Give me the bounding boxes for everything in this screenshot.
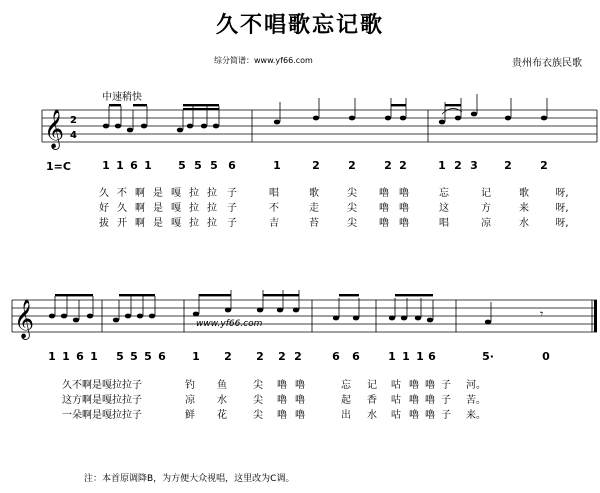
- lyric-syllable: 子: [227, 203, 237, 214]
- note-head: [137, 314, 143, 319]
- note-head: [225, 308, 231, 313]
- lyric-syllable: 咕: [391, 395, 401, 406]
- note-head: [274, 120, 280, 125]
- lyric-syllable: 嘎: [171, 203, 181, 214]
- jianpu-note: 1: [102, 159, 110, 172]
- eighth-rest-icon: 𝄾: [540, 307, 544, 321]
- note-head: [113, 318, 119, 323]
- note-head: [415, 316, 421, 321]
- note-head: [115, 124, 121, 129]
- note-head: [389, 316, 395, 321]
- note-head: [141, 124, 147, 129]
- note-head: [400, 116, 406, 121]
- note-head: [177, 128, 183, 133]
- key-signature: 1=C: [46, 160, 71, 173]
- note-beam: [391, 104, 406, 106]
- note-head: [385, 116, 391, 121]
- lyric-syllable: 河。: [466, 380, 486, 391]
- lyric-syllable: 苦。: [466, 395, 486, 406]
- lyric-syllable: 嚕: [277, 380, 287, 391]
- note-beam: [183, 108, 219, 110]
- note-beam: [183, 104, 219, 106]
- jianpu-note: 2: [294, 350, 302, 363]
- jianpu-note: 6: [158, 350, 166, 363]
- jianpu-note: 2: [454, 159, 462, 172]
- jianpu-note: 2: [399, 159, 407, 172]
- note-beam: [199, 294, 231, 296]
- lyric-syllable: 嚕: [295, 410, 305, 421]
- lyric-syllable: 啊: [135, 203, 145, 214]
- lyric-syllable: 是: [153, 218, 163, 229]
- lyric-syllable: 嚕: [409, 410, 419, 421]
- lyric-syllable: 来: [519, 203, 529, 214]
- jianpu-note: 0: [542, 350, 550, 363]
- lyric-syllable: 不: [117, 188, 127, 199]
- jianpu-note: 6: [428, 350, 436, 363]
- lyric-syllable: 嚕: [379, 203, 389, 214]
- lyric-syllable: 鲜: [185, 410, 195, 421]
- staff-system-1: [42, 94, 597, 150]
- lyric-syllable: 呀,: [555, 188, 569, 199]
- lyric-syllable: 香: [367, 395, 377, 406]
- jianpu-note: 5: [194, 159, 202, 172]
- jianpu-note: 1: [402, 350, 410, 363]
- lyric-syllable: 咕: [391, 410, 401, 421]
- note-head: [349, 116, 355, 121]
- lyric-syllable: 尖: [253, 410, 263, 421]
- lyric-syllable: 花: [217, 410, 227, 421]
- note-beam: [109, 104, 121, 106]
- lyric-syllable: 嚕: [399, 188, 409, 199]
- lyric-syllable: 苔: [309, 218, 319, 229]
- lyric-syllable: 子: [227, 218, 237, 229]
- lyric-syllable: 子: [441, 380, 451, 391]
- note-beam: [133, 104, 147, 106]
- jianpu-note: 6: [332, 350, 340, 363]
- final-barline-thick: [594, 300, 597, 332]
- lyric-syllable: 嚕: [379, 188, 389, 199]
- jianpu-note: 1: [62, 350, 70, 363]
- lyric-syllable: 是: [153, 203, 163, 214]
- jianpu-note: 5: [178, 159, 186, 172]
- jianpu-note: 5: [116, 350, 124, 363]
- jianpu-note: 6: [130, 159, 138, 172]
- jianpu-note: 6: [228, 159, 236, 172]
- lyric-syllable: 拉: [189, 188, 199, 199]
- staff-watermark: www.yf66.com: [196, 319, 263, 329]
- jianpu-note: 5: [210, 159, 218, 172]
- lyric-syllable: 嚕: [409, 380, 419, 391]
- lyric-syllable: 来。: [466, 410, 486, 421]
- lyric-syllable: 拉: [189, 203, 199, 214]
- jianpu-note: 2: [504, 159, 512, 172]
- lyric-syllable: 拉: [207, 218, 217, 229]
- footnote: 注：本首原调降B，为方便大众视唱，这里改为C调。: [84, 474, 295, 484]
- lyric-syllable: 尖: [253, 395, 263, 406]
- jianpu-note: 2: [384, 159, 392, 172]
- jianpu-note: 2: [312, 159, 320, 172]
- note-head: [127, 128, 133, 133]
- lyric-syllable: 呀,: [555, 203, 569, 214]
- lyric-syllable: 拉: [189, 218, 199, 229]
- lyric-syllable: 起: [341, 395, 351, 406]
- jianpu-note: 3: [470, 159, 478, 172]
- jianpu-note: 2: [540, 159, 548, 172]
- jianpu-note: 1: [192, 350, 200, 363]
- lyric-syllable: 尖: [347, 203, 357, 214]
- note-beam: [395, 294, 433, 296]
- note-head: [193, 312, 199, 317]
- lyric-syllable: 凉: [481, 218, 491, 229]
- lyric-syllable: 久: [99, 188, 109, 199]
- lyric-syllable: 拉: [207, 203, 217, 214]
- note-beam: [339, 294, 359, 296]
- credit-line: 综分简谱：www.yf66.com: [214, 56, 313, 65]
- note-head: [505, 116, 511, 121]
- song-title: 久不唱歌忘记歌: [215, 13, 384, 38]
- lyric-syllable: 尖: [253, 380, 263, 391]
- jianpu-note: 1: [416, 350, 424, 363]
- song-source: 贵州布衣族民歌: [512, 58, 582, 69]
- lyric-syllable: 方: [481, 203, 491, 214]
- lyric-syllable: 水: [367, 410, 377, 421]
- lyric-syllable: 嘎: [171, 188, 181, 199]
- jianpu-note: 5·: [482, 350, 494, 363]
- lyric-syllable: 一朵啊是嘎拉拉子: [62, 410, 142, 421]
- note-head: [541, 116, 547, 121]
- lyric-syllable: 嚕: [379, 218, 389, 229]
- note-head: [313, 116, 319, 121]
- lyric-syllable: 啊: [135, 188, 145, 199]
- lyric-syllable: 子: [441, 395, 451, 406]
- lyric-syllable: 鱼: [217, 380, 227, 391]
- lyric-syllable: 嚕: [425, 395, 435, 406]
- lyric-syllable: 这: [439, 203, 449, 214]
- jianpu-note: 2: [278, 350, 286, 363]
- jianpu-note: 5: [144, 350, 152, 363]
- lyric-syllable: 记: [481, 188, 491, 199]
- lyric-syllable: 尖: [347, 188, 357, 199]
- lyric-syllable: 是: [153, 188, 163, 199]
- lyric-syllable: 不: [269, 203, 279, 214]
- jianpu-note: 1: [144, 159, 152, 172]
- lyric-syllable: 啊: [135, 218, 145, 229]
- note-head: [201, 124, 207, 129]
- jianpu-note: 2: [224, 350, 232, 363]
- note-head: [485, 320, 491, 325]
- jianpu-note: 2: [348, 159, 356, 172]
- lyric-syllable: 嚕: [295, 395, 305, 406]
- note-head: [61, 314, 67, 319]
- note-head: [73, 318, 79, 323]
- note-head: [439, 120, 445, 125]
- jianpu-note: 1: [438, 159, 446, 172]
- lyric-syllable: 嚕: [425, 410, 435, 421]
- lyric-syllable: 呀,: [555, 218, 569, 229]
- lyric-syllable: 子: [441, 410, 451, 421]
- lyric-syllable: 嚕: [409, 395, 419, 406]
- lyric-syllable: 好: [99, 203, 109, 214]
- jianpu-note: 6: [76, 350, 84, 363]
- jianpu-note: 1: [116, 159, 124, 172]
- lyric-syllable: 久不啊是嘎拉拉子: [62, 380, 142, 391]
- lyric-syllable: 水: [217, 395, 227, 406]
- tempo-marking: 中速稍快: [102, 92, 142, 103]
- jianpu-note: 1: [48, 350, 56, 363]
- lyric-syllable: 水: [519, 218, 529, 229]
- note-head: [103, 124, 109, 129]
- time-signature-bottom: 4: [70, 130, 77, 141]
- note-beam: [263, 294, 299, 296]
- lyric-syllable: 嚕: [295, 380, 305, 391]
- time-signature-top: 2: [70, 115, 77, 126]
- treble-clef-icon: 𝄞: [14, 299, 35, 339]
- lyric-syllable: 记: [367, 380, 377, 391]
- note-beam: [119, 294, 155, 296]
- lyric-syllable: 忘: [341, 380, 351, 391]
- note-head: [257, 308, 263, 313]
- note-head: [49, 314, 55, 319]
- note-head: [333, 316, 339, 321]
- lyric-syllable: 出: [341, 410, 351, 421]
- note-head: [353, 316, 359, 321]
- note-head: [125, 314, 131, 319]
- lyric-syllable: 忘: [439, 188, 449, 199]
- treble-clef-icon: 𝄞: [44, 109, 65, 149]
- jianpu-note: 5: [130, 350, 138, 363]
- jianpu-note: 1: [273, 159, 281, 172]
- lyric-syllable: 尖: [347, 218, 357, 229]
- jianpu-note: 1: [388, 350, 396, 363]
- lyric-syllable: 嚕: [399, 218, 409, 229]
- note-head: [401, 316, 407, 321]
- lyric-syllable: 唱: [269, 188, 279, 199]
- lyric-syllable: 嚕: [277, 395, 287, 406]
- lyric-syllable: 凉: [185, 395, 195, 406]
- note-head: [213, 124, 219, 129]
- note-beam: [55, 294, 93, 296]
- jianpu-note: 1: [90, 350, 98, 363]
- lyric-syllable: 拉: [207, 188, 217, 199]
- jianpu-note: 6: [352, 350, 360, 363]
- lyric-syllable: 唱: [439, 218, 449, 229]
- lyric-syllable: 走: [309, 203, 319, 214]
- note-head: [277, 308, 283, 313]
- note-head: [455, 116, 461, 121]
- lyric-syllable: 嚕: [277, 410, 287, 421]
- note-head: [87, 314, 93, 319]
- lyric-syllable: 咕: [391, 380, 401, 391]
- lyric-syllable: 久: [117, 203, 127, 214]
- lyric-syllable: 歌: [309, 188, 319, 199]
- lyric-syllable: 这方啊是嘎拉拉子: [62, 395, 142, 406]
- note-head: [187, 124, 193, 129]
- lyric-syllable: 歌: [519, 188, 529, 199]
- note-head: [293, 308, 299, 313]
- note-head: [149, 314, 155, 319]
- lyric-syllable: 拔: [99, 218, 109, 229]
- note-head: [427, 318, 433, 323]
- lyric-syllable: 吉: [269, 218, 279, 229]
- lyric-syllable: 嘎: [171, 218, 181, 229]
- lyric-syllable: 嚕: [399, 203, 409, 214]
- note-head: [471, 112, 477, 117]
- lyric-syllable: 开: [117, 218, 127, 229]
- staff-system-2: [12, 290, 597, 340]
- note-beam: [445, 104, 461, 106]
- lyric-syllable: 子: [227, 188, 237, 199]
- lyric-syllable: 嚕: [425, 380, 435, 391]
- lyric-syllable: 钓: [185, 380, 195, 391]
- jianpu-note: 2: [256, 350, 264, 363]
